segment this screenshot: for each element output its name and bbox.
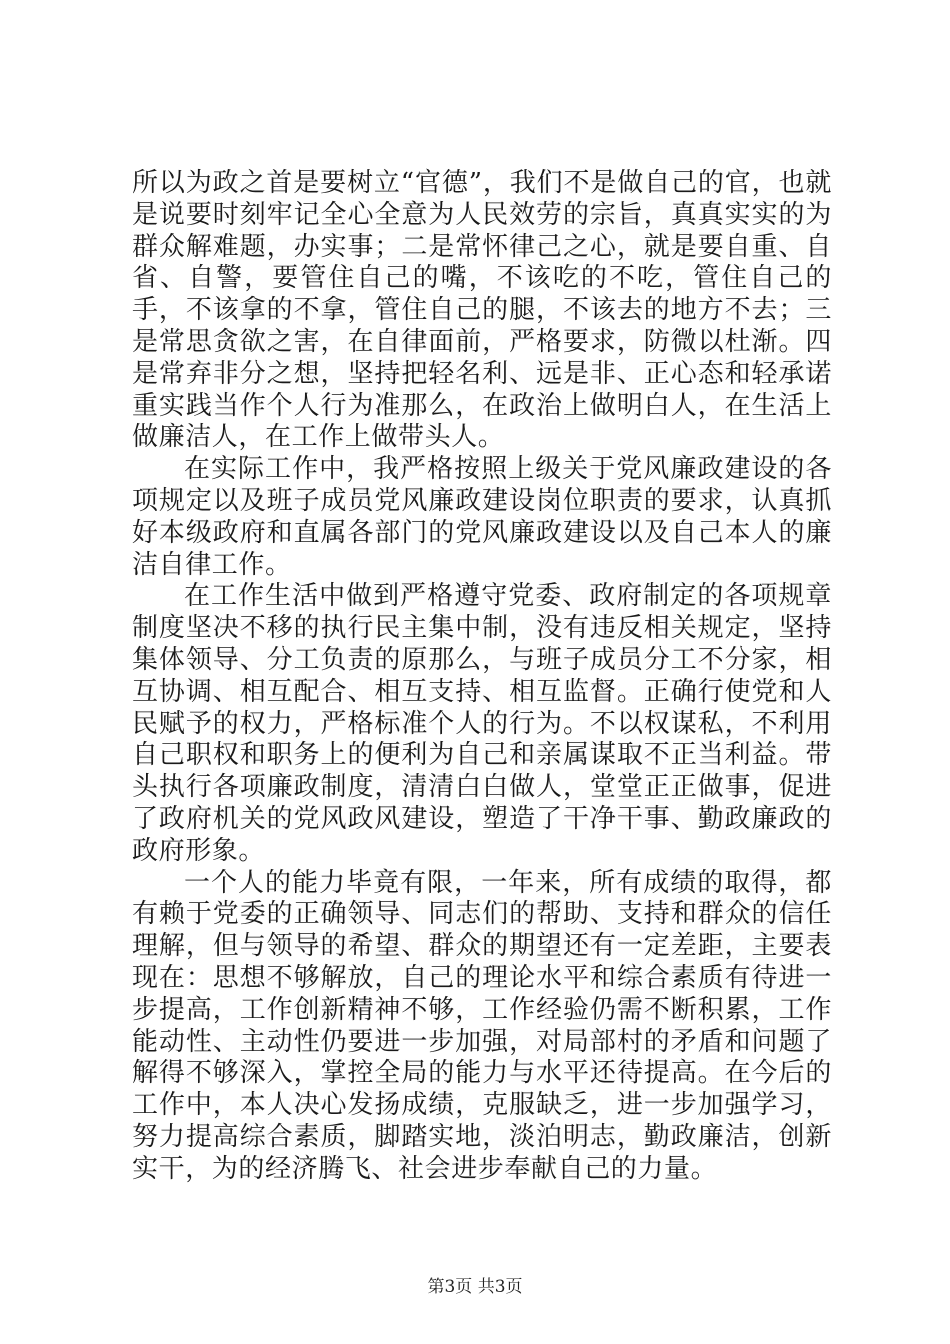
paragraph-4: 一个人的能力毕竟有限，一年来，所有成绩的取得，都有赖于党委的正确领导、同志们的帮助、支持和群众的信任理解，但与领导的希望、群众的期望还有一定差距，主要表现在：思想不够解放，自己的理论水平和综合素质有待进一步提高，工作创新精神不够，工作经验仍需不断积累，工作能动性、主动性仍要进一步加强，对局部村的矛盾和问题了解得不够深入，掌控全局的能力与水平还待提高。在今后的工作中，本人决心发扬成绩，克服缺乏，进一步加强学习，努力提高综合素质，脚踏实地，淡泊明志，勤政廉洁，创新实干，为的经济腾飞、社会进步奉献自己的力量。 — [132, 867, 832, 1184]
document-body — [132, 168, 832, 1186]
paragraph-1: 所以为政之首是要树立“官德”，我们不是做自己的官，也就是说要时刻牢记全心全意为人民效劳的宗旨，真真实实的为群众解难题，办实事；二是常怀律己之心，就是要自重、自省、自警，要管住自己的嘴，不该吃的不吃，管住自己的手，不该拿的不拿，管住自己的腿，不该去的地方不去；三是常思贪欲之害，在自律面前，严格要求，防微以杜渐。四是常弃非分之想，坚持把轻名利、远是非、正心态和轻承诺重实践当作个人行为准那么，在政治上做明白人，在生活上做廉洁人，在工作上做带头人。 — [132, 168, 832, 453]
page-footer: 第3页 共3页 — [427, 1277, 523, 1297]
paragraph-2: 在实际工作中，我严格按照上级关于党风廉政建设的各项规定以及班子成员党风廉政建设岗位职责的要求，认真抓好本级政府和直属各部门的党风廉政建设以及自己本人的廉洁自律工作。 — [132, 454, 832, 580]
paragraph-3: 在工作生活中做到严格遵守党委、政府制定的各项规章制度坚决不移的执行民主集中制，没有违反相关规定，坚持集体领导、分工负责的原那么，与班子成员分工不分家，相互协调、相互配合、相互支持、相互监督。正确行使党和人民赋予的权力，严格标准个人的行为。不以权谋私，不利用自己职权和职务上的便利为自己和亲属谋取不正当利益。带头执行各项廉政制度，清清白白做人，堂堂正正做事，促进了政府机关的党风政风建设，塑造了干净干事、勤政廉政的政府形象。 — [132, 581, 832, 866]
